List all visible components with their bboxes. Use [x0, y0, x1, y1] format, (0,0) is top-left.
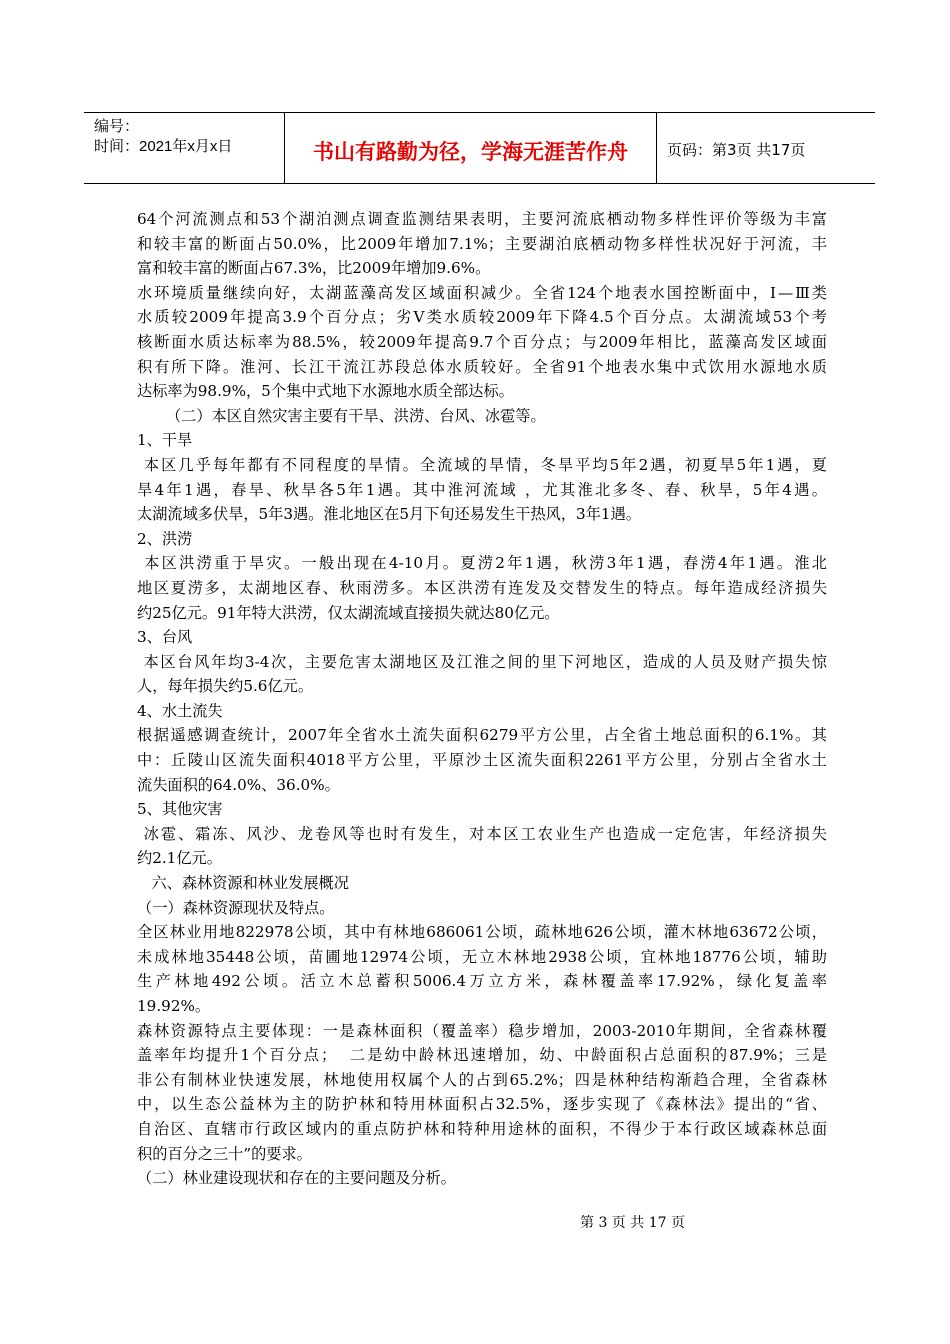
body-line: 约2.1亿元。	[137, 849, 222, 868]
body-line: 未成林地35448公顷，苗圃地12974公顷，无立木林地2938公顷，宜林地18776公顷，辅助	[137, 947, 827, 966]
body-line: 中：丘陵山区流失面积4018平方公里，平原沙土区流失面积2261平方公里，分别占全省水土	[137, 751, 827, 770]
body-line: （一）森林资源现状及特点。	[137, 898, 335, 917]
body-line: 积有所下降。淮河、长江干流江苏段总体水质较好。全省91个地表水集中式饮用水源地水质	[137, 357, 827, 376]
header-motto: 书山有路勤为径，学海无涯苦作舟	[285, 113, 657, 183]
body-line: 富和较丰富的断面占67.3%，比2009年增加9.6%。	[137, 259, 491, 278]
body-line: 太湖流域多伏旱，5年3遇。淮北地区在5月下旬还易发生干热风，3年1遇。	[137, 505, 641, 524]
body-line: 生产林地492公顷。活立木总蓄积5006.4万立方米，森林覆盖率17.92%，绿化复盖率	[137, 972, 827, 991]
body-line: 旱4年1遇，春旱、秋旱各5年1遇。其中淮河流域 ，尤其淮北多冬、春、秋旱，5年4遇。	[137, 480, 827, 499]
document-date-label: 时间：2021年x月x日	[94, 138, 233, 155]
document-number-label: 编号：	[94, 118, 140, 135]
header-page-number: 页码：第3页 共17页	[667, 140, 806, 159]
body-line: 中，以生态公益林为主的防护林和特用林面积占32.5%，逐步实现了《森林法》提出的“省、	[137, 1095, 827, 1114]
body-line: 3、台风	[137, 628, 193, 647]
body-line: 达标率为98.9%，5个集中式地下水源地水质全部达标。	[137, 382, 514, 401]
body-line: 流失面积的64.0%、36.0%。	[137, 775, 340, 794]
body-line: 水环境质量继续向好，太湖蓝藻高发区域面积减少。全省124个地表水国控断面中，Ⅰ—Ⅲ类	[137, 283, 827, 302]
body-line: 64个河流测点和53个湖泊测点调查监测结果表明，主要河流底栖动物多样性评价等级为丰富	[137, 210, 827, 228]
body-line: 水质较2009年提高3.9个百分点；劣Ⅴ类水质较2009年下降4.5个百分点。太湖流域53个考	[137, 308, 827, 327]
body-line: 19.92%。	[137, 997, 211, 1015]
body-line: 六、森林资源和林业发展概况	[137, 874, 349, 893]
header-meta	[84, 113, 285, 183]
body-line: 本区台风年均3-4次，主要危害太湖地区及江淮之间的里下河地区，造成的人员及财产损失惊	[137, 652, 827, 671]
body-line: 和较丰富的断面占50.0%，比2009年增加7.1%；主要湖泊底栖动物多样性状况好于河流，丰	[137, 234, 827, 253]
body-line: 2、洪涝	[137, 529, 193, 548]
body-line: 4、水土流失	[137, 701, 223, 720]
body-line: 地区夏涝多，太湖地区春、秋雨涝多。本区洪涝有连发及交替发生的特点。每年造成经济损失	[137, 578, 827, 597]
body-line: 非公有制林业快速发展，林地使用权属个人的占到65.2%；四是林种结构渐趋合理，全省森林	[137, 1070, 827, 1089]
body-line: 人，每年损失约5.6亿元。	[137, 677, 314, 696]
body-line: 根据遥感调查统计，2007年全省水土流失面积6279平方公里，占全省土地总面积的6.1%。其	[137, 726, 827, 745]
page-header	[84, 112, 875, 184]
body-line: （二）林业建设现状和存在的主要问题及分析。	[137, 1169, 456, 1188]
body-line: 本区几乎每年都有不同程度的旱情。全流域的旱情，冬旱平均5年2遇，初夏旱5年1遇，夏	[137, 455, 827, 474]
page-footer: 第 3 页 共 17 页	[580, 1215, 685, 1231]
body-line: 盖率年均提升1个百分点； 二是幼中龄林迅速增加，幼、中龄面积占总面积的87.9%；三是	[137, 1046, 827, 1065]
body-line: 全区林业用地822978公顷，其中有林地686061公顷，疏林地626公顷，灌木林地63672公顷，	[137, 923, 827, 942]
body-line: 森林资源特点主要体现：一是森林面积（覆盖率）稳步增加，2003-2010年期间，全省森林覆	[137, 1021, 827, 1040]
body-line: （二）本区自然灾害主要有干旱、洪涝、台风、冰雹等。	[137, 406, 546, 425]
body-line: 核断面水质达标率为88.5%，较2009年提高9.7个百分点；与2009年相比，蓝藻高发区域面	[137, 332, 827, 351]
body-line: 5、其他灾害	[137, 800, 223, 819]
body-line: 约25亿元。91年特大洪涝，仅太湖流域直接损失就达80亿元。	[137, 603, 560, 622]
body-line: 冰雹、霜冻、风沙、龙卷风等也时有发生，对本区工农业生产也造成一定危害，年经济损失	[137, 824, 827, 843]
body-line: 本区洪涝重于旱灾。一般出现在4-10月。夏涝2年1遇，秋涝3年1遇，春涝4年1遇。淮北	[137, 554, 827, 573]
body-line: 自治区、直辖市行政区域内的重点防护林和特种用途林的面积，不得少于本行政区域森林总面	[137, 1119, 827, 1138]
body-line: 积的百分之三十”的要求。	[137, 1144, 312, 1163]
body-line: 1、干旱	[137, 431, 193, 450]
document-body	[137, 207, 827, 1191]
